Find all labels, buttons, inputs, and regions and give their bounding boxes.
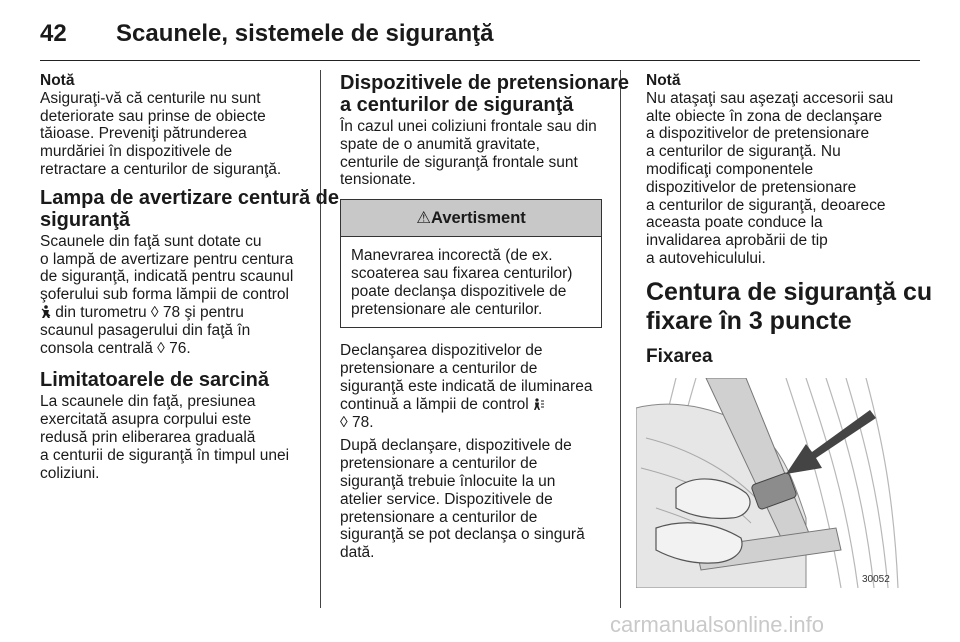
text-line: exercitată asupra corpului este <box>40 411 252 429</box>
text-line: tensionate. <box>340 171 416 189</box>
text-fragment: din turometru ◊ 78 şi pentru <box>51 303 244 321</box>
after-deployment-paragraph <box>340 437 602 562</box>
note-line: alte obiecte în zona de declanşare <box>646 107 883 125</box>
note-line: Nu ataşaţi sau aşezaţi accesorii sau <box>646 89 894 107</box>
text-line: pretensionare a centurilor de <box>340 455 538 473</box>
text-line: de siguranţă, indicată pentru scaunul <box>40 268 294 286</box>
text-line: spate de o anumită gravitate, <box>340 135 540 153</box>
seatbelt-fastening-illustration <box>636 378 900 588</box>
warning-triangle-icon: ⚠ <box>416 209 432 228</box>
text-line: coliziuni. <box>40 464 100 482</box>
page-reference: ◊ 78. <box>340 413 374 431</box>
load-limiters-paragraph <box>40 393 310 482</box>
note-line: a dispozitivelor de pretensionare <box>646 125 870 143</box>
column-divider-2 <box>620 70 621 608</box>
text-line: redusă prin eliberarea graduală <box>40 428 256 446</box>
text-line: poate declanşa dispozitivele de <box>351 282 567 300</box>
text-line: atelier service. Dispozitivele de <box>340 490 553 508</box>
note-line: dispozitivelor de pretensionare <box>646 178 857 196</box>
note-1 <box>40 72 310 179</box>
warning-header <box>341 200 601 237</box>
text-line: pretensionare ale centurilor. <box>351 300 543 318</box>
note-line: deteriorate sau prinse de obiecte <box>40 107 266 125</box>
note-label: Notă <box>40 72 75 89</box>
note-line: a centurilor de siguranţă, deoarece <box>646 196 886 214</box>
note-line: modificaţi componentele <box>646 160 814 178</box>
section-heading-pretensioners <box>340 72 629 116</box>
text-line: Manevrarea incorectă (de ex. <box>351 247 553 265</box>
page-number: 42 <box>40 20 67 47</box>
airbag-control-lamp-icon <box>533 398 545 411</box>
figure-code: 30052 <box>862 574 890 585</box>
text-line: centurile de siguranţă frontale sunt <box>340 153 578 171</box>
text-line: scoaterea sau fixarea centurilor) <box>351 264 573 282</box>
heading-line: fixare în 3 puncte <box>646 306 852 335</box>
heading-line: Centura de siguranţă cu <box>646 277 933 306</box>
note-line: retractare a centurilor de siguranţă. <box>40 160 282 178</box>
note-line: a centurilor de siguranţă. Nu <box>646 143 841 161</box>
text-line <box>340 396 602 414</box>
text-line: siguranţă se pot declanşa o singură <box>340 526 585 544</box>
warning-lamp-paragraph <box>40 233 310 358</box>
text-line: siguranţă trebuie înlocuite la un <box>340 472 556 490</box>
deployment-paragraph <box>340 342 602 431</box>
note-2 <box>646 72 920 268</box>
text-line <box>40 304 310 322</box>
note-line: a autovehiculului. <box>646 249 766 267</box>
pretensioners-intro <box>340 118 602 189</box>
note-label: Notă <box>646 72 681 89</box>
watermark: carmanualsonline.info <box>610 612 825 637</box>
page-title: Scaunele, sistemele de siguranţă <box>116 20 494 47</box>
header-rule <box>40 60 920 61</box>
text-line: La scaunele din faţă, presiunea <box>40 393 256 411</box>
section-heading-load-limiters: Limitatoarele de sarcină <box>40 369 269 392</box>
text-line: siguranţă este indicată de iluminarea <box>340 377 593 395</box>
text-line: Scaunele din faţă sunt dotate cu <box>40 232 262 250</box>
warning-body <box>341 237 601 327</box>
text-line: şoferului sub forma lămpii de control <box>40 286 289 304</box>
note-line: tăioase. Preveniţi pătrunderea <box>40 125 247 143</box>
page-header <box>40 14 920 60</box>
seatbelt-warning-icon <box>40 305 51 319</box>
warning-box <box>340 199 602 328</box>
text-line: pretensionare a centurilor de <box>340 508 538 526</box>
note-line: Asiguraţi-vă că centurile nu sunt <box>40 89 261 107</box>
column-1 <box>40 72 340 488</box>
text-line: scaunul pasagerului din faţă în <box>40 321 251 339</box>
heading-line: siguranţă <box>40 208 131 231</box>
heading-line: a centurilor de siguranţă <box>340 94 574 116</box>
text-line: dată. <box>340 544 375 562</box>
text-line: După declanşare, dispozitivele de <box>340 437 572 455</box>
note-line: invalidarea aprobării de tip <box>646 232 828 250</box>
text-line: a centurii de siguranţă în timpul unei <box>40 446 290 464</box>
note-line: aceasta poate conduce la <box>646 214 823 232</box>
text-line: Declanşarea dispozitivelor de <box>340 342 543 360</box>
column-3 <box>646 72 933 372</box>
heading-line: Lampa de avertizare centură de <box>40 186 340 209</box>
text-fragment: continuă a lămpii de control <box>340 395 529 413</box>
column-divider-1 <box>320 70 321 608</box>
text-line: pretensionare a centurilor de <box>340 360 538 378</box>
subheading-fastening: Fixarea <box>646 345 713 367</box>
text-line: o lampă de avertizare pentru centura <box>40 250 294 268</box>
section-heading-warning-lamp <box>40 186 340 231</box>
warning-title: Avertisment <box>431 209 526 228</box>
text-line: consola centrală ◊ 76. <box>40 339 191 357</box>
column-2 <box>340 72 629 568</box>
text-line: În cazul unei coliziuni frontale sau din <box>340 118 597 135</box>
section-heading-3-point-belt <box>646 277 933 336</box>
heading-line: Dispozitivele de pretensionare <box>340 72 629 94</box>
note-line: murdăriei în dispozitivele de <box>40 143 233 161</box>
